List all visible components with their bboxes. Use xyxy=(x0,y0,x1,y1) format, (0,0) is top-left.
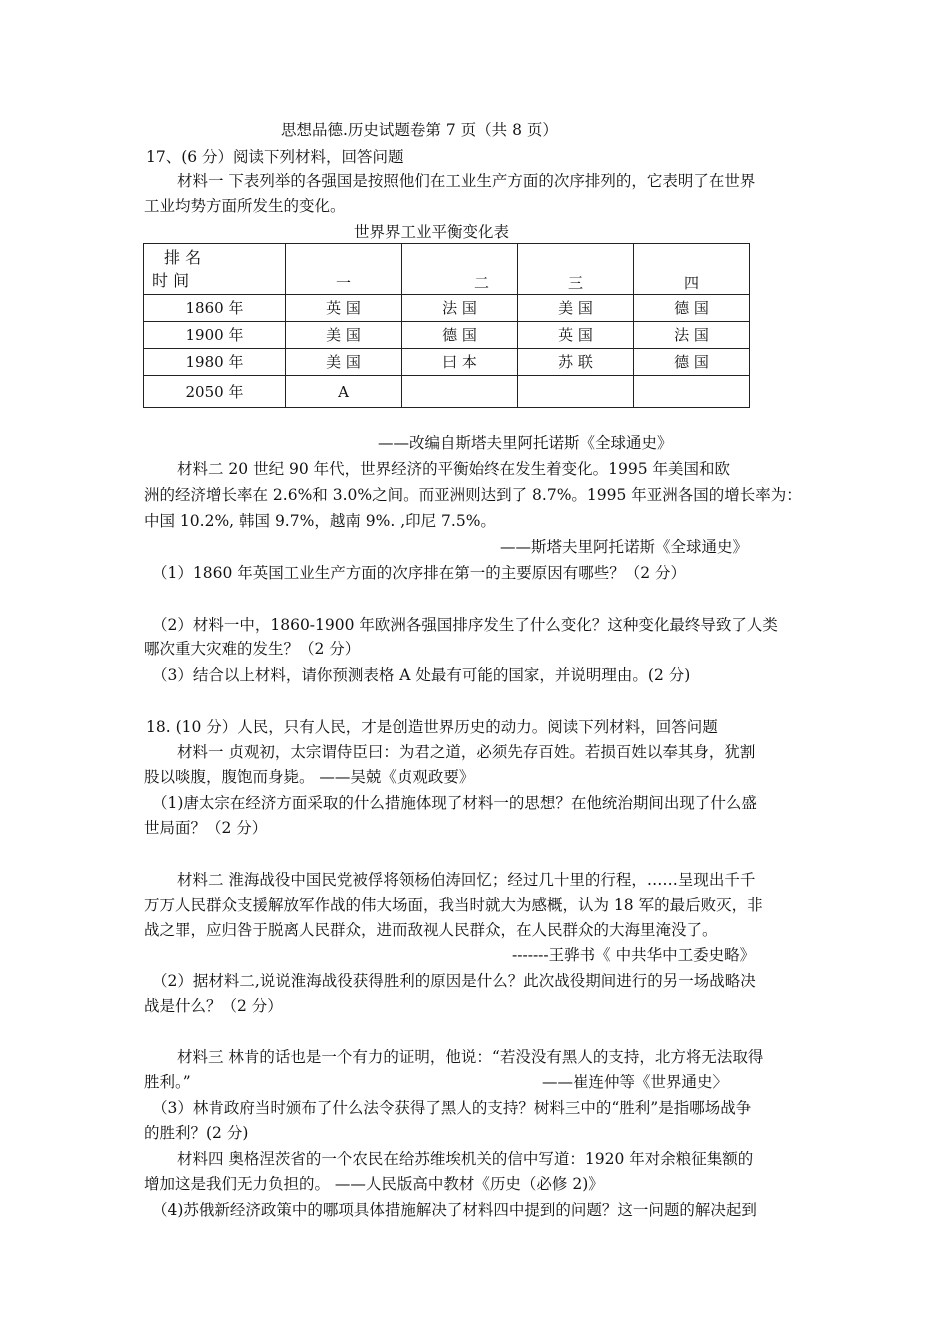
country-cell xyxy=(518,376,634,408)
year-cell: 1980 年 xyxy=(144,349,286,376)
q18-material3-line2: 胜利。” xyxy=(144,1073,191,1091)
country-cell: A xyxy=(286,376,402,408)
rank-header: 一 xyxy=(286,244,402,295)
q17-material2-line3: 中国 10.2%, 韩国 9.7%，越南 9%. ,印尼 7.5%。 xyxy=(144,512,496,530)
q18-material1-line2: 股以啖腹，腹饱而身毙。 ——吴兢《贞观政要》 xyxy=(144,768,475,786)
q17-question2-line2: 哪次重大灾难的发生？（2 分） xyxy=(144,640,361,658)
q17-material2-line2: 洲的经济增长率在 2.6%和 3.0%之间。而亚洲则达到了 8.7%。1995 年亚洲各国的增长率为： xyxy=(144,486,802,504)
country-cell: 英 国 xyxy=(518,322,634,349)
country-cell: 德 国 xyxy=(634,349,750,376)
q18-material3-line1: 材料三 林肯的话也是一个有力的证明，他说：“若没没有黑人的支持，北方将无法取得 xyxy=(177,1048,764,1066)
q17-material1-line1: 材料一 下表列举的各强国是按照他们在工业生产方面的次序排列的，它表明了在世界 xyxy=(177,172,756,190)
q18-question2-line1: （2）据材料二,说说淮海战役获得胜利的原因是什么？此次战役期间进行的另一场战略决 xyxy=(152,972,756,990)
country-cell xyxy=(402,376,518,408)
q17-source2: ——斯塔夫里阿托诺斯《全球通史》 xyxy=(500,538,749,556)
country-cell: 英 国 xyxy=(286,295,402,322)
q17-source1: ——改编自斯塔夫里阿托诺斯《全球通史》 xyxy=(378,434,673,452)
q17-material1-line2: 工业均势方面所发生的变化。 xyxy=(144,197,346,215)
year-cell: 1860 年 xyxy=(144,295,286,322)
q18-material4-line1: 材料四 奥格涅茨省的一个农民在给苏维埃机关的信中写道：1920 年对余粮征集额的 xyxy=(177,1150,754,1168)
year-cell: 1900 年 xyxy=(144,322,286,349)
q17-question3: （3）结合以上材料，请你预测表格 A 处最有可能的国家，并说明理由。(2 分) xyxy=(152,666,691,684)
corner-time-label: 时 间 xyxy=(152,271,190,290)
q18-material2-line1: 材料二 淮海战役中国民党被俘将领杨伯涛回忆；经过几十里的行程，……呈现出千千 xyxy=(177,871,756,889)
industry-rank-table xyxy=(143,243,750,408)
q18-question3-line1: （3）林肯政府当时颁布了什么法令获得了黑人的支持？树料三中的“胜利”是指哪场战争 xyxy=(152,1099,752,1117)
q17-material2-line1: 材料二 20 世纪 90 年代，世界经济的平衡始终在发生着变化。1995 年美国和欧 xyxy=(177,460,731,478)
q18-title: 18. (10 分）人民，只有人民，才是创造世界历史的动力。阅读下列材料，回答问题 xyxy=(146,718,718,736)
country-cell: 美 国 xyxy=(286,322,402,349)
corner-rank-label: 排 名 xyxy=(164,248,202,267)
q17-question2-line1: （2）材料一中，1860-1900 年欧洲各强国排序发生了什么变化？这种变化最终导致了人类 xyxy=(152,616,778,634)
table-title: 世界界工业平衡变化表 xyxy=(354,223,510,241)
table-row xyxy=(144,376,750,408)
q17-title: 17、(6 分）阅读下列材料，回答问题 xyxy=(146,148,404,166)
country-cell: 美 国 xyxy=(518,295,634,322)
page-header: 思想品德.历史试题卷第 7 页（共 8 页） xyxy=(281,121,558,139)
country-cell xyxy=(634,376,750,408)
table-row xyxy=(144,295,750,322)
country-cell: 德 国 xyxy=(402,322,518,349)
country-cell: 法 国 xyxy=(634,322,750,349)
q18-question1-line1: （1)唐太宗在经济方面采取的什么措施体现了材料一的思想？在他统治期间出现了什么盛 xyxy=(152,794,757,812)
rank-header: 四 xyxy=(634,244,750,295)
q17-question1: （1）1860 年英国工业生产方面的次序排在第一的主要原因有哪些？（2 分） xyxy=(152,564,687,582)
country-cell: 苏 联 xyxy=(518,349,634,376)
table-corner-cell xyxy=(144,244,286,295)
table-row xyxy=(144,349,750,376)
q18-question3-line2: 的胜利？(2 分) xyxy=(144,1124,249,1142)
q18-question1-line2: 世局面？（2 分） xyxy=(144,819,268,837)
q18-source3: ——崔连仲等《世界通史〉 xyxy=(542,1073,729,1091)
q18-material2-line3: 战之罪，应归咎于脱离人民群众，进而敌视人民群众，在人民群众的大海里淹没了。 xyxy=(144,921,718,939)
rank-header: 二 xyxy=(402,244,518,295)
year-cell: 2050 年 xyxy=(144,376,286,408)
q18-question4-line1: （4)苏俄新经济政策中的哪项具体措施解决了材料四中提到的问题？这一问题的解决起到 xyxy=(152,1201,757,1219)
q18-source2: -------王骅书《 中共华中工委史略》 xyxy=(512,946,756,964)
q18-material2-line2: 万万人民群众支援解放军作战的伟大场面，我当时就大为感概，认为 18 军的最后败灭，非 xyxy=(144,896,763,914)
q18-material4-line2: 增加这是我们无力负担的。 ——人民版高中教材《历史（必修 2)》 xyxy=(144,1175,604,1193)
table-row xyxy=(144,322,750,349)
table-header-row xyxy=(144,244,750,295)
country-cell: 德 国 xyxy=(634,295,750,322)
q18-question2-line2: 战是什么？（2 分） xyxy=(144,997,283,1015)
q18-material1-line1: 材料一 贞观初，太宗谓侍臣曰：为君之道，必须先存百姓。若损百姓以奉其身，犹割 xyxy=(177,743,756,761)
rank-header: 三 xyxy=(518,244,634,295)
country-cell: 美 国 xyxy=(286,349,402,376)
country-cell: 法 国 xyxy=(402,295,518,322)
country-cell: 曰 本 xyxy=(402,349,518,376)
